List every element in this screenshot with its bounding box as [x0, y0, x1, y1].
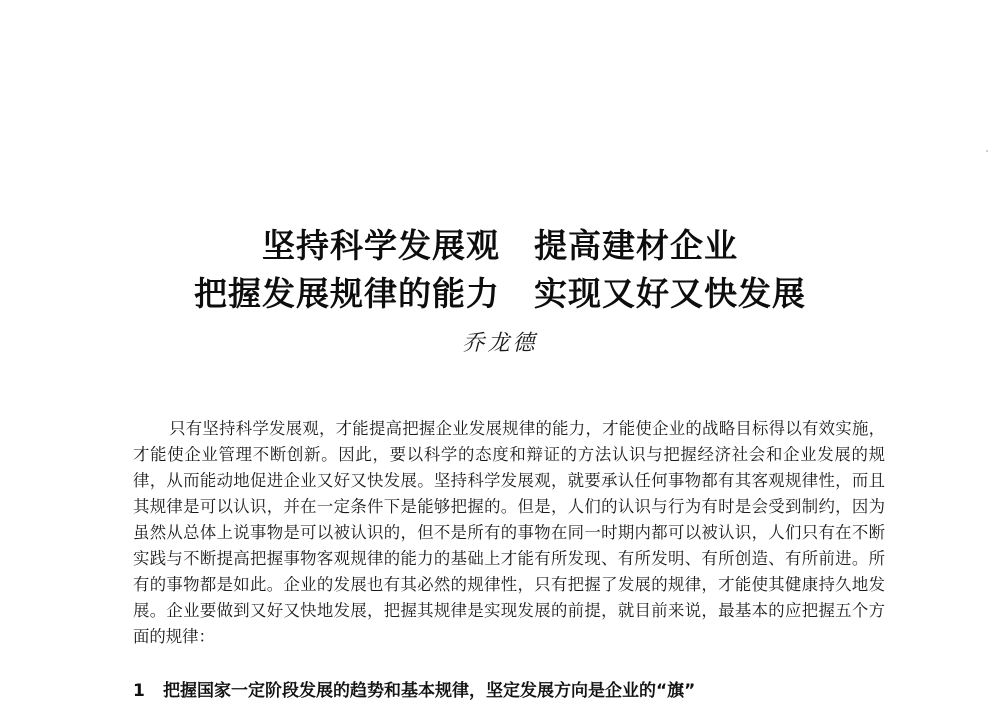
section-number: 1: [133, 681, 145, 701]
intro-paragraph: 只有坚持科学发展观，才能提高把握企业发展规律的能力，才能使企业的战略目标得以有效实施，才能使企业管理不断创新。因此，要以科学的态度和辩证的方法认识与把握经济社会和企业发展的规律，从而能动地促进企业又好又快发展。坚持科学发展观，就要承认任何事物都有其客观规律性，而且其规律是可以认识，并在一定条件下是能够把握的。但是，人们的认识与行为有时是会受到制约，因为虽然从总体上说事物是可以被认识的，但不是所有的事物在同一时期内都可以被认识，人们只有在不断实践与不断提高把握事物客观规律的能力的基础上才能有所发现、有所发明、有所创造、有所前进。所有的事物都是如此。企业的发展也有其必然的规律性，只有把握了发展的规律，才能使其健康持久地发展。企业要做到又好又快地发展，把握其规律是实现发展的前提，就目前来说，最基本的应把握五个方面的规律：: [133, 419, 885, 646]
title-line-1: 坚持科学发展观 提高建材企业: [262, 226, 738, 265]
author-name: 乔龙德: [462, 331, 538, 356]
section-heading-text: 把握国家一定阶段发展的趋势和基本规律，坚定发展方向是企业的“旗”: [163, 681, 696, 701]
title-line-2: 把握发展规律的能力 实现又好又快发展: [194, 274, 806, 313]
section-heading: [133, 676, 695, 701]
scan-speck: [986, 150, 988, 152]
